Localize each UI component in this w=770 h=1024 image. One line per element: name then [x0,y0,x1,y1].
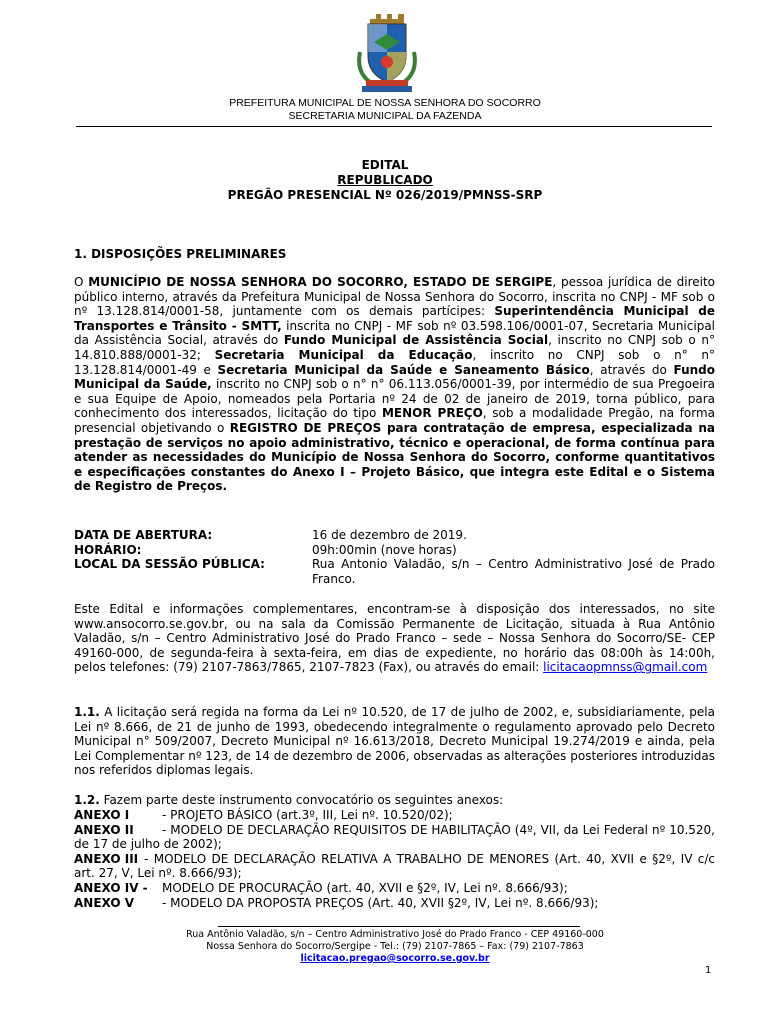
paragraph-bold-segment: MENOR PREÇO [381,406,483,421]
header-prefeitura: PREFEITURA MUNICIPAL DE NOSSA SENHORA DO SOCORRO [229,97,541,109]
edital-title: EDITAL [361,158,409,172]
paragraph-bold-segment: REGISTRO DE PREÇOS para contratação de empresa, especializada na prestação de serviços no apoio administrativo, técnico e operacional, de forma contínua para atender as necessidades do Município de Nossa Senhora do Socorro, conforme quantitativos e especificações constantes do Anexo I – Projeto Básico, que integra este Edital e o Sistema de Registro de Preços. [74,420,715,494]
item-1-2-number: 1.2. [74,793,100,807]
item-1-1-number: 1.1. [74,705,100,719]
paragraph-segment: , através do [589,362,674,377]
paragraph-segment: , inscrito no CNPJ sob o n° n° 13.128.814/0001-49 e [74,347,715,377]
municipal-coat-of-arms [356,12,418,94]
paragraph-bold-segment: Fundo Municipal de Assistência Social [283,333,549,348]
paragraph-segment: inscrita no CNPJ - MF sob nº 03.598.106/0001-07, Secretaria Municipal da Assistência Social, através do [74,318,715,348]
item-1-1-paragraph [74,705,715,778]
email-link[interactable]: licitacaopmnss@gmail.com [543,660,708,675]
paragraph-bold-segment: Secretaria Municipal da Saúde e Saneamento Básico [217,362,590,377]
paragraph-bold-segment: Fundo Municipal da Saúde, [74,362,716,392]
republicado-label: REPUBLICADO [337,173,433,187]
time-value: 09h:00min (nove horas) [312,543,457,557]
section-heading: 1. DISPOSIÇÕES PRELIMINARES [74,247,287,261]
paragraph-bold-segment: Superintendência Municipal de Transportes e Trânsito - SMTT, [74,304,715,333]
page-number: 1 [705,965,712,976]
paragraph-bold-segment: Secretaria Municipal da Educação [214,347,473,362]
annex-list [74,808,715,910]
paragraph-segment: , pessoa jurídica de direito público interno, através da Prefeitura Municipal de Nossa Senhora do Socorro, inscrita no CNPJ - MF sob o nº 13.128.814/0001-58, juntamente com os demais partícipes: [74,275,716,319]
footer-contact: Nossa Senhora do Socorro/Sergipe - Tel.: (79) 2107-7865 – Fax: (79) 2107-7863 [206,941,584,952]
header-secretaria: SECRETARIA MUNICIPAL DA FAZENDA [288,110,482,122]
annex-item: ANEXO V - MODELO DA PROPOSTA PREÇOS (Art. 40, XVII §2º, IV, Lei nº. 8.666/93); [74,895,599,910]
footer-email-row [0,953,770,965]
annex-item: ANEXO II - MODELO DE DECLARAÇÃO REQUISITOS DE HABILITAÇÃO (4º, VII, da Lei Federal nº 10.520, de 17 de julho de 2002); [74,822,715,852]
location-value: Rua Antonio Valadão, s/n – Centro Administrativo José de Prado Franco. [312,557,715,586]
opening-date-label: DATA DE ABERTURA: [74,528,213,542]
paragraph-segment: O [74,275,89,289]
item-1-2-paragraph [74,793,715,808]
annex-item: ANEXO IV - MODELO DE PROCURAÇÃO (art. 40, XVII e §2º, IV, Lei nº. 8.666/93); [74,880,568,895]
paragraph-segment: , inscrito no CNPJ sob o n° 14.810.888/0001-32; [74,333,715,362]
opening-date-value: 16 de dezembro de 2019. [312,528,467,542]
preliminary-paragraph [74,275,715,494]
paragraph-bold-segment: MUNICÍPIO DE NOSSA SENHORA DO SOCORRO, ESTADO DE SERGIPE [88,275,553,289]
location-label: LOCAL DA SESSÃO PÚBLICA: [74,557,265,571]
pregao-title: PREGÃO PRESENCIAL Nº 026/2019/PMNSS-SRP [227,188,543,202]
item-1-1-text: A licitação será regida na forma da Lei nº 10.520, de 17 de julho de 2002, e, subsidiariamente, pela Lei nº 8.666, de 21 de junho de 1993, obedecendo integralmente o regulamento aprovado pelo Decreto Municipal n° 509/2007, Decreto Municipal nº 16.613/2018, Decreto Municipal 19.274/2019 e ainda, pela Lei Complementar nº 123, de 14 de dezembro de 2006, observadas as alterações posteriores introduzidas nos referidos diplomas legais. [74,705,716,778]
item-1-2-text: Fazem parte deste instrumento convocatório os seguintes anexos: [99,793,504,807]
paragraph-segment: , sob a modalidade Pregão, na forma presencial objetivando o [74,406,715,435]
availability-paragraph [74,602,715,675]
header-divider [76,126,712,127]
footer-email-link[interactable]: licitacao.pregao@socorro.se.gov.br [300,953,490,964]
footer-divider [218,926,580,927]
paragraph-segment: inscrito no CNPJ sob o n° n° 06.113.056/0001-39, por intermédio de sua Pregoeira e sua Equipe de Apoio, nomeados pela Portaria nº 24 de 02 de janeiro de 2019, torna público, para conhecimento dos interessados, licitação do tipo [74,377,716,421]
time-label: HORÁRIO: [74,543,142,557]
availability-text: Este Edital e informações complementares, encontram-se à disposição dos interessados, no site www.ansocorro.se.gov.br, ou na sala da Comissão Permanente de Licitação, situada à Rua Antônio Valadão, s/n – Centro Administrativo José do Prado Franco – sede – Nossa Senhora do Socorro/SE- CEP 49160-000, de segunda-feira à sexta-feira, em dias de expediente, no horário das 08:00h às 14:00h, pelos telefones: (79) 2107-7863/7865, 2107-7823 (Fax), ou através do email: [74,602,715,675]
annex-item: ANEXO III - MODELO DE DECLARAÇÃO RELATIVA A TRABALHO DE MENORES (Art. 40, XVII e §2º, IV c/c art. 27, V, Lei nº. 8.666/93); [74,851,715,881]
footer-address: Rua Antônio Valadão, s/n – Centro Administrativo José do Prado Franco - CEP 49160-000 [186,929,604,940]
annex-item: ANEXO I - PROJETO BÁSICO (art.3º, III, Lei nº. 10.520/02); [74,808,453,822]
